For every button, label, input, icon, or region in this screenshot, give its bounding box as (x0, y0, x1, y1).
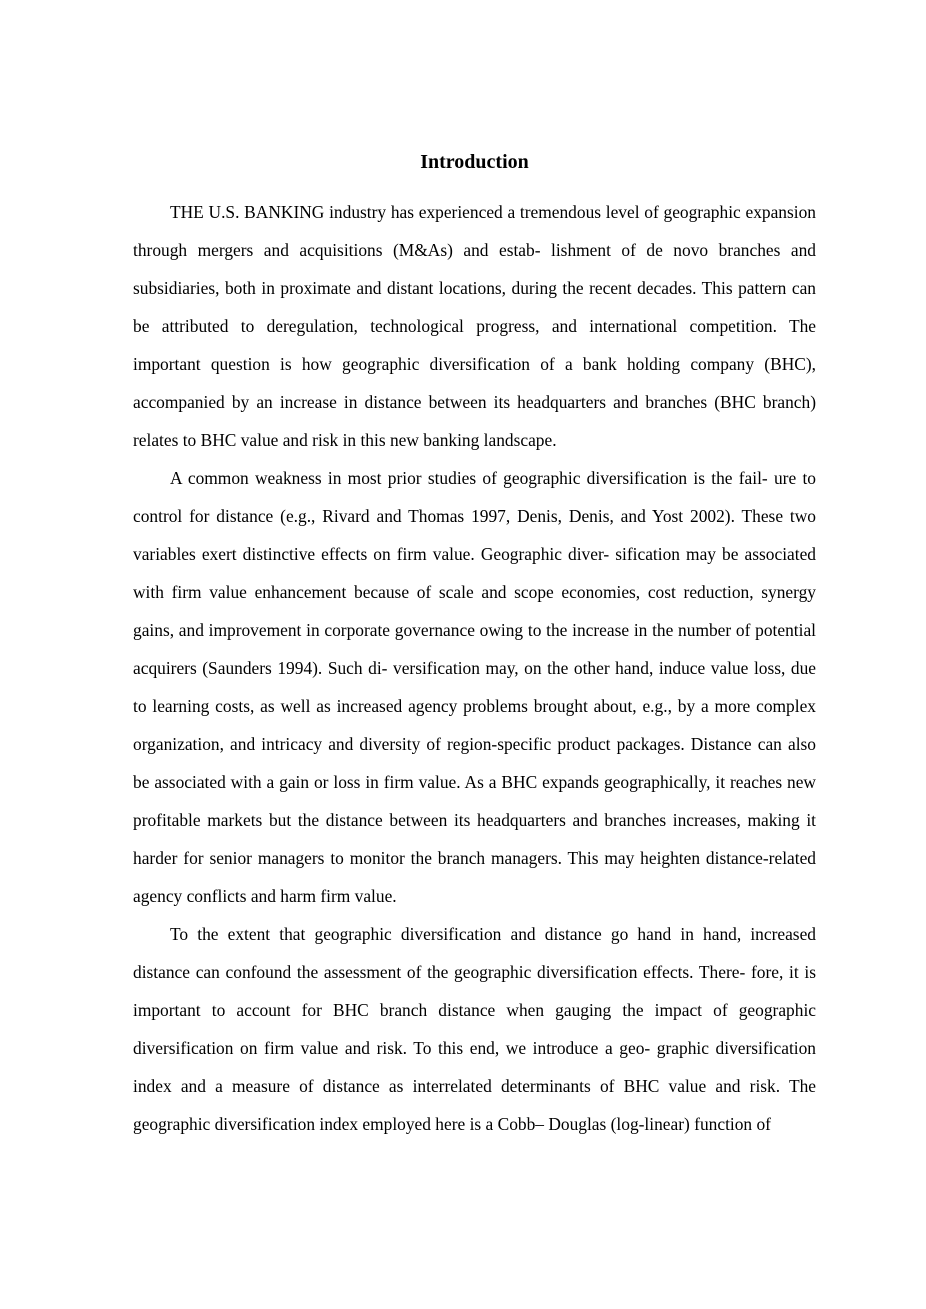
paragraph-3: To the extent that geographic diversification and distance go hand in hand, increased distance can confound the assessment of the geographic diversification effects. There- fore, it is important to account for BHC branch distance when gauging the impact of geographic diversification on firm value and risk. To this end, we introduce a geo- graphic diversification index and a measure of distance as interrelated determinants of BHC value and risk. The geographic diversification index employed here is a Cobb– Douglas (log-linear) function of (133, 924, 816, 1134)
paragraph-2: A common weakness in most prior studies of geographic diversification is the fail- ure to control for distance (e.g., Rivard and Thomas 1997, Denis, Denis, and Yost 2002). These two variables exert distinctive effects on firm value. Geographic diver- sification may be associated with firm value enhancement because of scale and scope economies, cost reduction, synergy gains, and improvement in corporate governance owing to the increase in the number of potential acquirers (Saunders 1994). Such di- versification may, on the other hand, induce value loss, due to learning costs, as well as increased agency problems brought about, e.g., by a more complex organization, and intricacy and diversity of region-specific product packages. Distance can also be associated with a gain or loss in firm value. As a BHC expands geographically, it reaches new profitable markets but the distance between its headquarters and branches increases, making it harder for senior managers to monitor the branch managers. This may heighten distance-related agency conflicts and harm firm value. (133, 468, 816, 906)
body-text (133, 193, 816, 1143)
paragraph-1: THE U.S. BANKING industry has experienced a tremendous level of geographic expansion through mergers and acquisitions (M&As) and estab- lishment of de novo branches and subsidiaries, both in proximate and distant locations, during the recent decades. This pattern can be attributed to deregulation, technological progress, and international competition. The important question is how geographic diversification of a bank holding company (BHC), accompanied by an increase in distance between its headquarters and branches (BHC branch) relates to BHC value and risk in this new banking landscape. (133, 202, 816, 450)
section-heading: Introduction (420, 151, 529, 173)
